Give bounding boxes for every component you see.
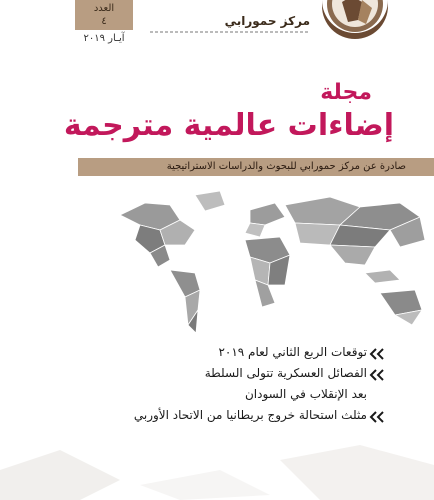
magazine-word: مجلة xyxy=(320,80,372,105)
world-map-icon xyxy=(100,185,434,335)
issue-label: العدد xyxy=(93,3,115,14)
decorative-shading xyxy=(0,440,434,500)
topic-text: مثلث استحالة خروج بريطانيا من الاتحاد الأوربي xyxy=(133,408,367,422)
topics-list xyxy=(133,345,385,429)
topic-item xyxy=(150,345,385,366)
topic-item xyxy=(150,366,385,387)
magazine-title: إضاءات عالمية مترجمة xyxy=(63,108,394,143)
publisher-banner: صادرة عن مركز حمورابي للبحوث والدراسات الاستراتيجية xyxy=(78,158,434,176)
double-chevron-left-icon xyxy=(369,411,385,423)
topic-item xyxy=(150,387,385,408)
topic-text: بعد الإنقلاب في السودان xyxy=(244,387,367,401)
brand-underline xyxy=(150,31,310,33)
topic-text: توقعات الربع الثاني لعام ٢٠١٩ xyxy=(218,345,367,359)
issue-number: ٤ xyxy=(101,16,107,27)
issue-date: آيـار ٢٠١٩ xyxy=(83,33,125,44)
hammurabi-emblem-icon xyxy=(318,0,392,40)
brand-name: مركز حمورابي xyxy=(224,14,310,28)
double-chevron-left-icon xyxy=(369,348,385,360)
double-chevron-left-icon xyxy=(369,369,385,381)
topic-item xyxy=(133,408,385,429)
issue-box xyxy=(75,0,133,30)
topic-text: الفصائل العسكرية تتولى السلطة xyxy=(204,366,367,380)
